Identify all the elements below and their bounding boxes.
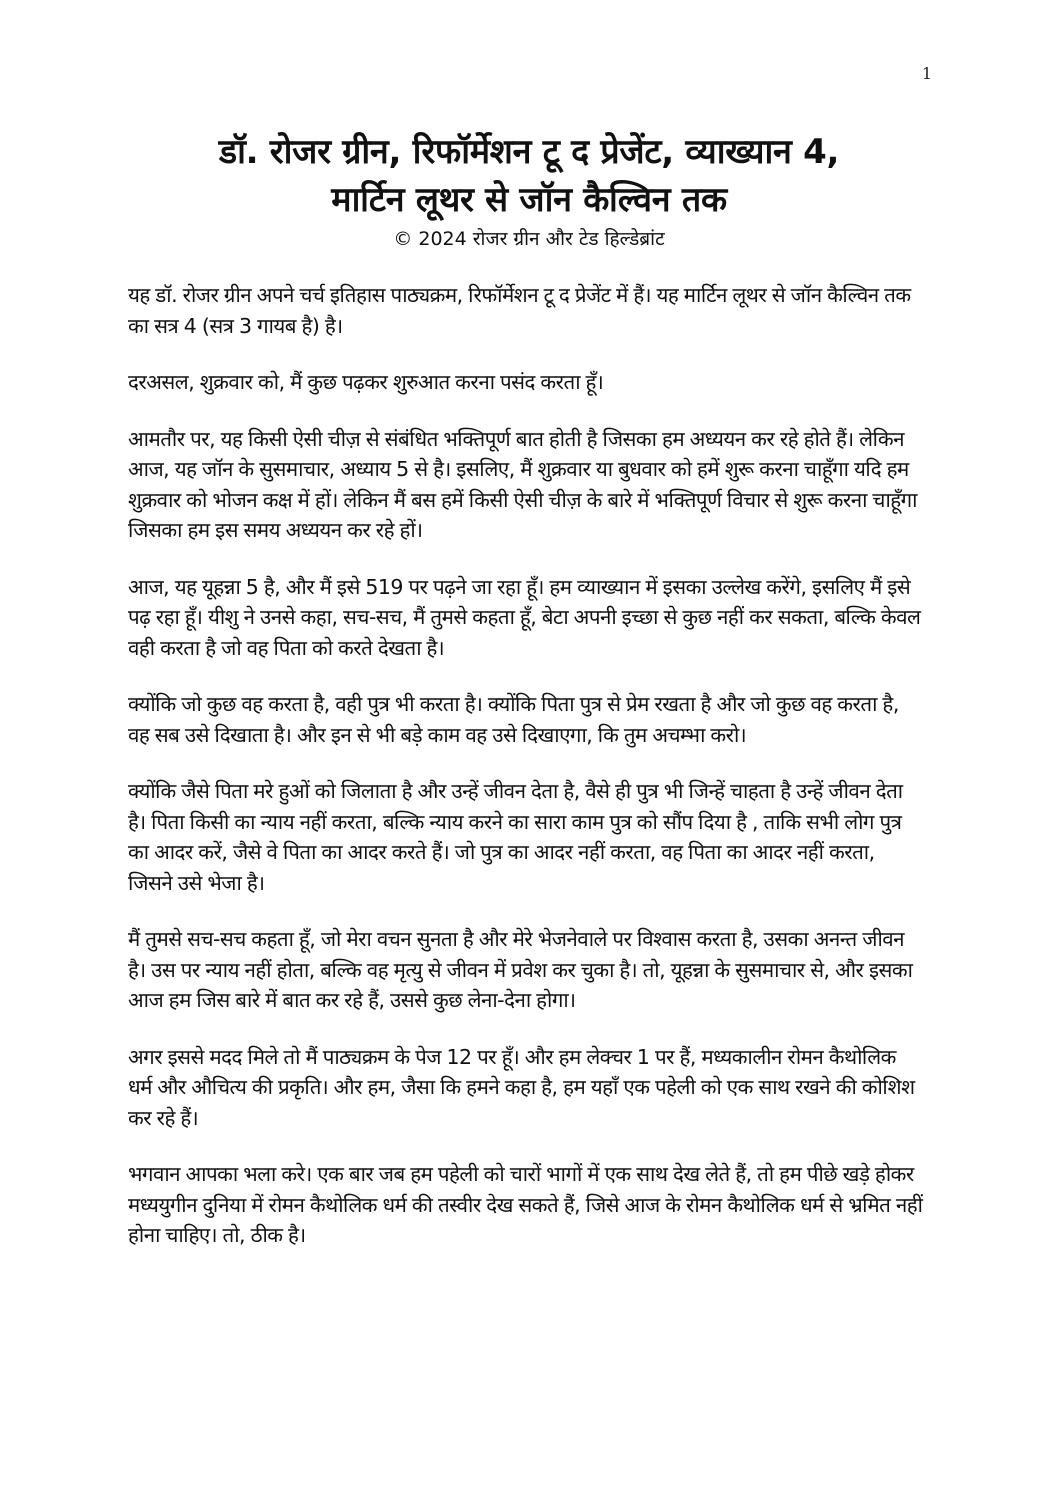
paragraph: क्योंकि जैसे पिता मरे हुओं को जिलाता है और उन्हें जीवन देता है, वैसे ही पुत्र भी जिन्हें चाहता है उन्हें जीवन देता है। पिता किसी का न्याय नहीं करता, बल्कि न्याय करने का सारा काम पुत्र को सौंप दिया है , ताकि सभी लोग पुत्र का आदर करें, जैसे वे पिता का आदर करते हैं। जो पुत्र का आदर नहीं करता, वह पिता का आदर नहीं करता, जिसने उसे भेजा है। xyxy=(128,779,903,895)
paragraph: आमतौर पर, यह किसी ऐसी चीज़ से संबंधित भक्तिपूर्ण बात होती है जिसका हम अध्ययन कर रहे होते हैं। लेकिन आज, यह जॉन के सुसमाचार, अध्याय 5 से है। इसलिए, मैं शुक्रवार या बुधवार को हमें शुरू करना चाहूँगा यदि हम शुक्रवार को भोजन कक्ष में हों। लेकिन मैं बस हमें किसी ऐसी चीज़ के बारे में भक्तिपूर्ण विचार से शुरू करना चाहूँगा जिसका हम इस समय अध्ययन कर रहे हों। xyxy=(128,426,917,542)
paragraph: दरअसल, शुक्रवार को, मैं कुछ पढ़कर शुरुआत करना पसंद करता हूँ। xyxy=(128,370,604,394)
paragraph: क्योंकि जो कुछ वह करता है, वही पुत्र भी करता है। क्योंकि पिता पुत्र से प्रेम रखता है और जो कुछ वह करता है, वह सब उसे दिखाता है। और इन से भी बड़े काम वह उसे दिखाएगा, कि तुम अचम्भा करो। xyxy=(128,692,899,747)
transcript-body xyxy=(128,280,924,1277)
paragraph: मैं तुमसे सच-सच कहता हूँ, जो मेरा वचन सुनता है और मेरे भेजनेवाले पर विश्वास करता है, उसका अनन्त जीवन है। उस पर न्याय नहीं होता, बल्कि वह मृत्यु से जीवन में प्रवेश कर चुका है। तो, यूहन्ना के सुसमाचार से, और इसका आज हम जिस बारे में बात कर रहे हैं, उससे कुछ लेना-देना होगा। xyxy=(128,927,913,1012)
title-block xyxy=(126,128,932,252)
paragraph: आज, यह यूहन्ना 5 है, और मैं इसे 519 पर पढ़ने जा रहा हूँ। हम व्याख्यान में इसका उल्लेख करेंगे, इसलिए मैं इसे पढ़ रहा हूँ। यीशु ने उनसे कहा, सच-सच, मैं तुमसे कहता हूँ, बेटा अपनी इच्छा से कुछ नहीं कर सकता, बल्कि केवल वही करता है जो वह पिता को करते देखता है। xyxy=(128,574,921,660)
paragraph: भगवान आपका भला करे। एक बार जब हम पहेली को चारों भागों में एक साथ देख लेते हैं, तो हम पीछे खड़े होकर मध्ययुगीन दुनिया में रोमन कैथोलिक धर्म की तस्वीर देख सकते हैं, जिसे आज के रोमन कैथोलिक धर्म से भ्रमित नहीं होना चाहिए। तो, ठीक है। xyxy=(128,1162,923,1247)
page-number: 1 xyxy=(921,64,932,83)
paragraph: यह डॉ. रोजर ग्रीन अपने चर्च इतिहास पाठ्यक्रम, रिफॉर्मेशन टू द प्रेजेंट में हैं। यह मार्टिन लूथर से जॉन कैल्विन तक का सत्र 4 (सत्र 3 गायब है) है। xyxy=(128,283,911,338)
title-line-1: डॉ. रोजर ग्रीन, रिफॉर्मेशन टू द प्रेजेंट, व्याख्यान 4, xyxy=(218,132,840,172)
document-title xyxy=(126,128,932,224)
title-line-2: मार्टिन लूथर से जॉन कैल्विन तक xyxy=(331,180,727,220)
copyright-line: © 2024 रोजर ग्रीन और टेड हिल्डेब्रांट xyxy=(393,228,665,250)
paragraph: अगर इससे मदद मिले तो मैं पाठ्यक्रम के पेज 12 पर हूँ। और हम लेक्चर 1 पर हैं, मध्यकालीन रोमन कैथोलिक धर्म और औचित्य की प्रकृति। और हम, जैसा कि हमने कहा है, हम यहाँ एक पहेली को एक साथ रखने की कोशिश कर रहे हैं। xyxy=(128,1044,915,1130)
